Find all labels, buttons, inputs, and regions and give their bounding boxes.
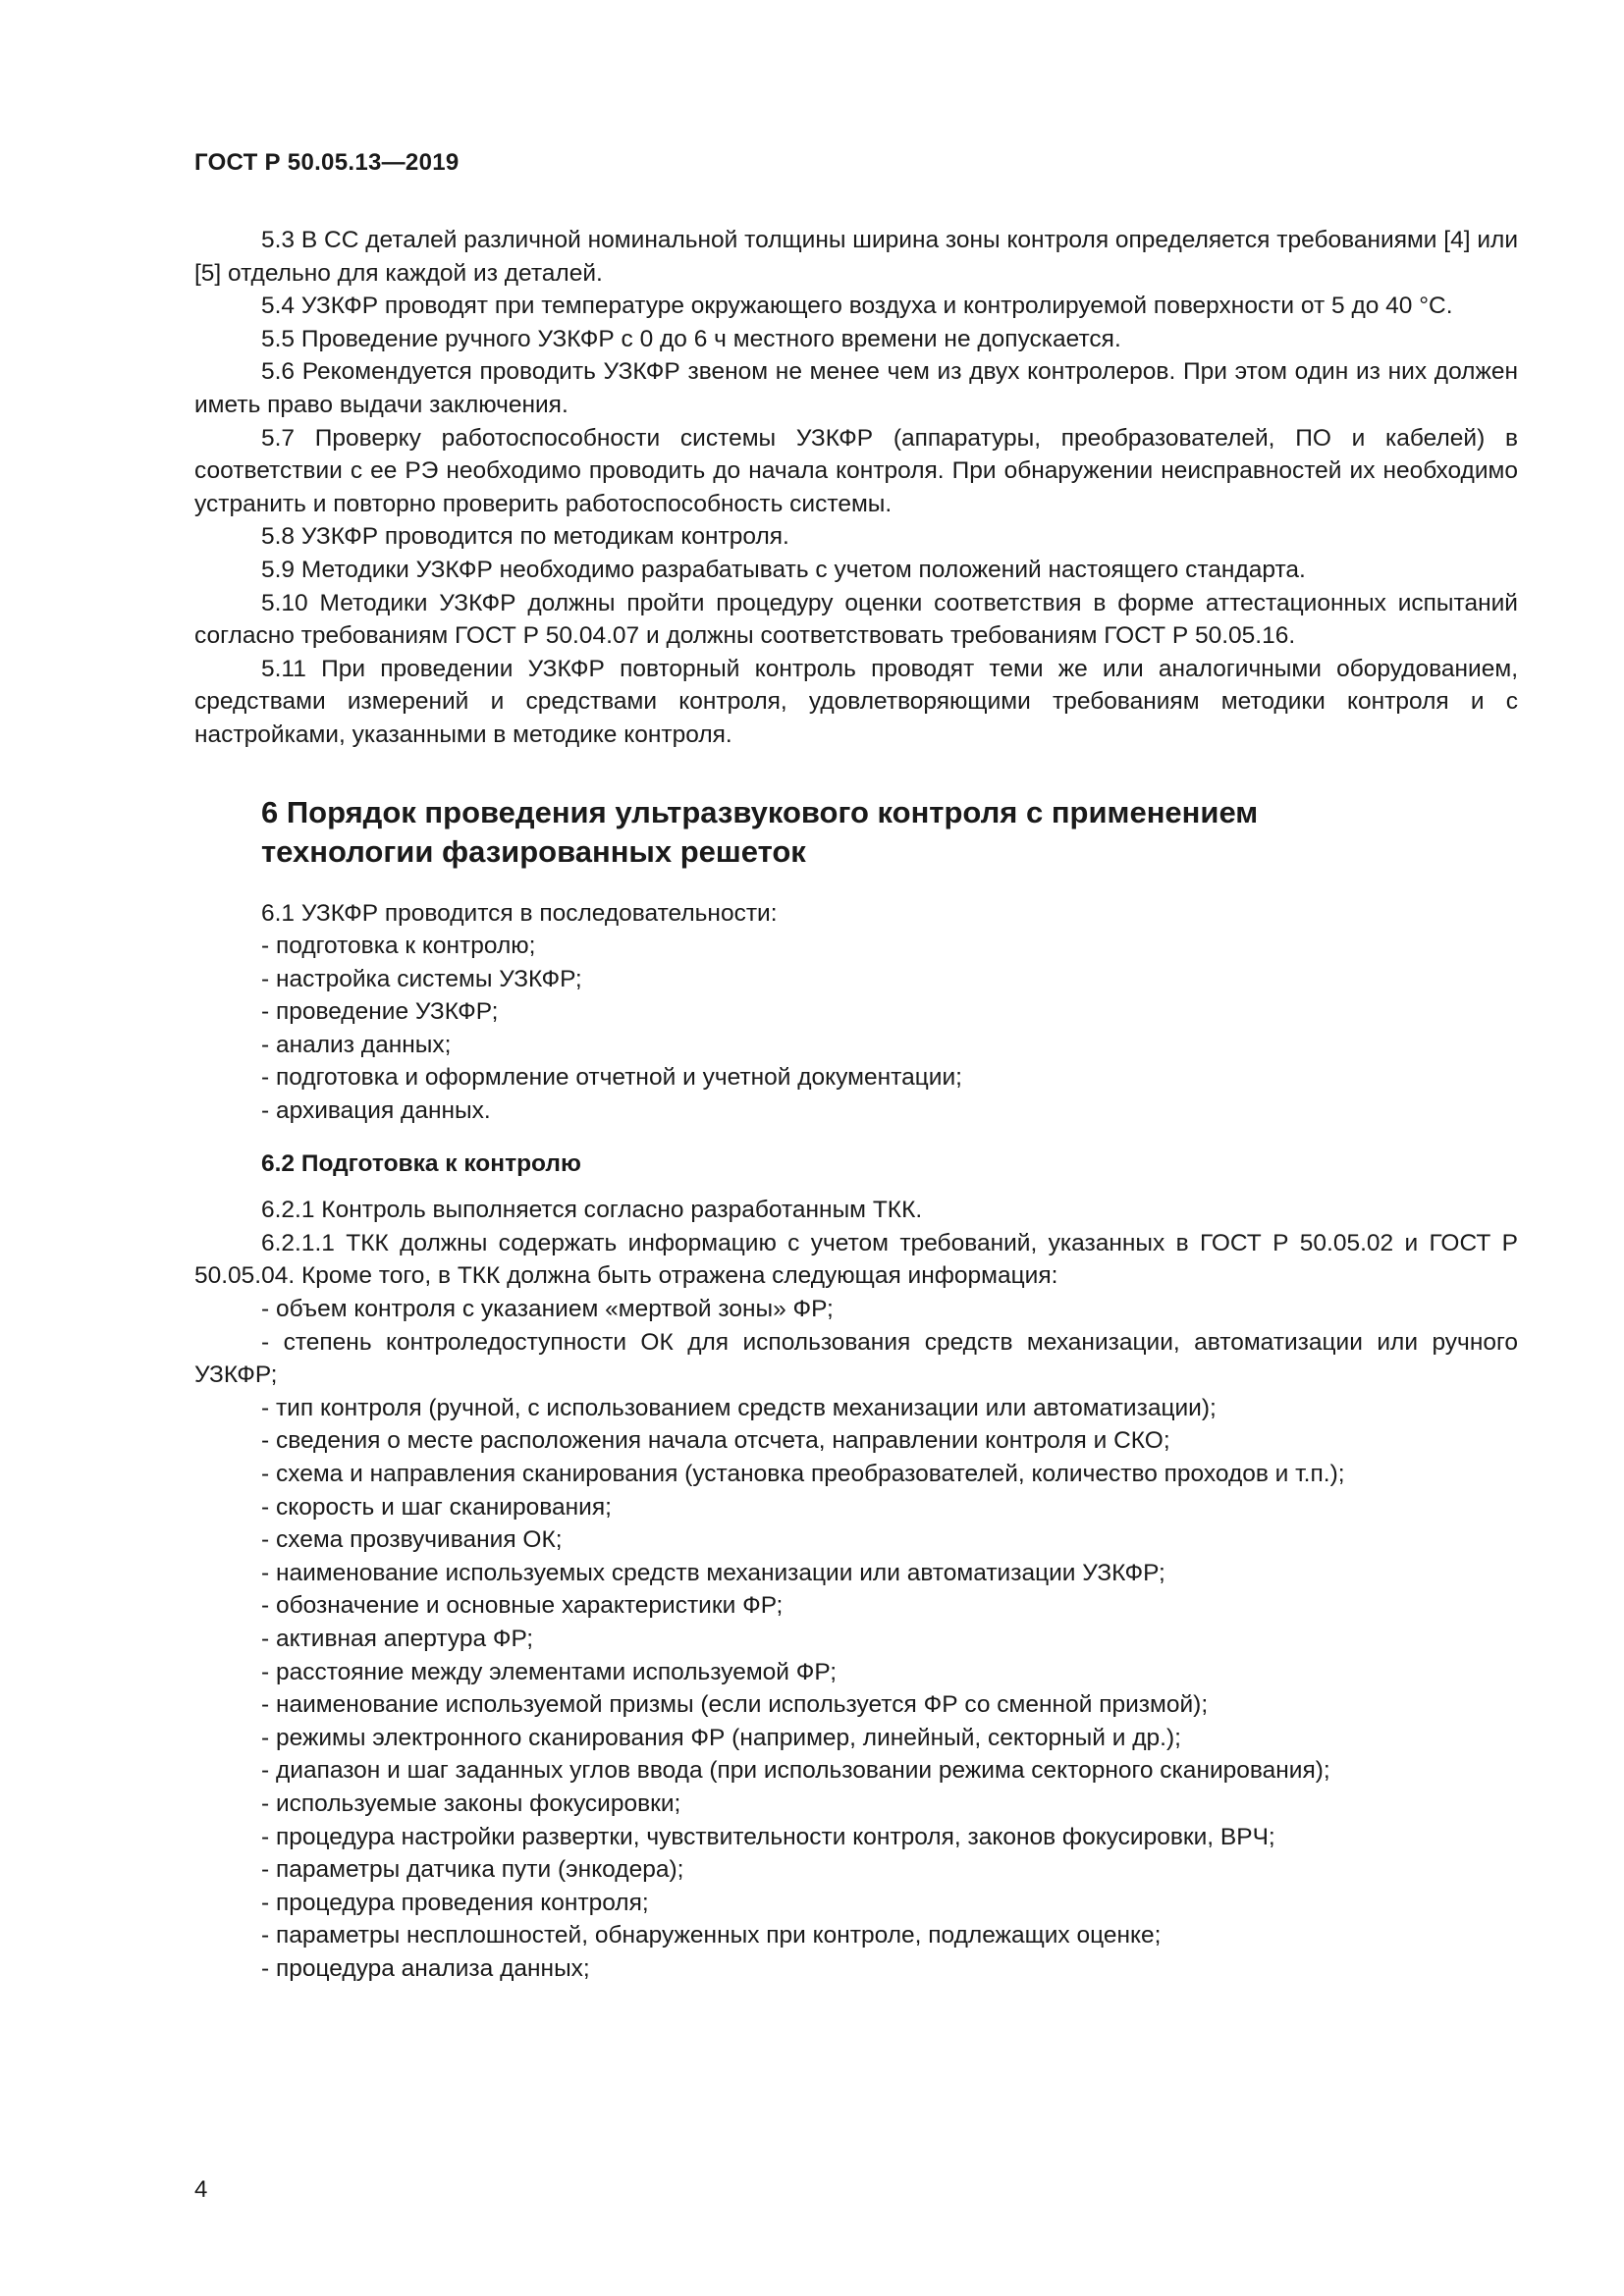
paragraph-5-10: 5.10 Методики УЗКФР должны пройти процедуру оценки соответствия в форме аттестационных испытаний согласно требованиям ГОСТ Р 50.04.07 и должны соответствовать требованиям ГОСТ Р 50.05.16.: [194, 589, 1518, 650]
list-item: - объем контроля с указанием «мертвой зоны» ФР;: [261, 1296, 834, 1323]
list-item: - наименование используемых средств механизации или автоматизации УЗКФР;: [261, 1559, 1165, 1586]
list-item: - сведения о месте расположения начала отсчета, направлении контроля и СКО;: [261, 1427, 1170, 1455]
list-item: - настройка системы УЗКФР;: [261, 965, 582, 992]
page-number: 4: [194, 2176, 208, 2203]
list-item: - параметры несплошностей, обнаруженных при контроле, подлежащих оценке;: [261, 1922, 1162, 1949]
paragraph-6-1: 6.1 УЗКФР проводится в последовательности:: [261, 899, 778, 927]
paragraph-5-8: 5.8 УЗКФР проводится по методикам контроля.: [261, 523, 789, 551]
list-item: - диапазон и шаг заданных углов ввода (при использовании режима секторного сканирования);: [261, 1757, 1330, 1785]
paragraph-5-9: 5.9 Методики УЗКФР необходимо разрабатывать с учетом положений настоящего стандарта.: [261, 556, 1306, 583]
document-header: ГОСТ Р 50.05.13—2019: [194, 149, 460, 176]
list-item: - режимы электронного сканирования ФР (например, линейный, секторный и др.);: [261, 1724, 1181, 1751]
list-item: - расстояние между элементами используемой ФР;: [261, 1658, 838, 1685]
page-content: [194, 224, 1518, 1986]
paragraph-5-6: 5.6 Рекомендуется проводить УЗКФР звеном не менее чем из двух контролеров. При этом один из них должен иметь право выдачи заключения.: [194, 358, 1518, 418]
list-item: - архивация данных.: [261, 1097, 491, 1125]
subsection-6-2-heading: 6.2 Подготовка к контролю: [261, 1149, 581, 1177]
list-item: - параметры датчика пути (энкодера);: [261, 1856, 684, 1884]
list-item: - анализ данных;: [261, 1031, 452, 1058]
list-item: - процедура проведения контроля;: [261, 1889, 649, 1916]
list-item: - степень контроледоступности ОК для использования средств механизации, автоматизации или ручного УЗКФР;: [194, 1328, 1518, 1389]
list-item: - тип контроля (ручной, с использованием средств механизации или автоматизации);: [261, 1394, 1217, 1421]
list-item: - процедура настройки развертки, чувствительности контроля, законов фокусировки, ВРЧ;: [261, 1823, 1275, 1850]
list-item: - схема прозвучивания ОК;: [261, 1526, 563, 1554]
paragraph-5-7: 5.7 Проверку работоспособности системы УЗКФР (аппаратуры, преобразователей, ПО и кабелей) в соответствии с ее РЭ необходимо проводить до начала контроля. При обнаружении неисправностей их необходимо устранить и повторно проверить работоспособность системы.: [194, 424, 1518, 517]
list-item: - подготовка к контролю;: [261, 933, 536, 960]
list-item: - активная апертура ФР;: [261, 1625, 534, 1652]
paragraph-5-3: 5.3 В СС деталей различной номинальной толщины ширина зоны контроля определяется требованиями [4] или [5] отдельно для каждой из деталей.: [194, 227, 1519, 287]
list-item: - наименование используемой призмы (если используется ФР со сменной призмой);: [261, 1691, 1209, 1719]
paragraph-6-2-1: 6.2.1 Контроль выполняется согласно разработанным ТКК.: [261, 1197, 923, 1224]
paragraph-6-2-1-1: 6.2.1.1 ТКК должны содержать информацию с учетом требований, указанных в ГОСТ Р 50.05.02 и ГОСТ Р 50.05.04. Кроме того, в ТКК должна быть отражена следующая информация:: [194, 1229, 1518, 1290]
paragraph-5-5: 5.5 Проведение ручного УЗКФР с 0 до 6 ч местного времени не допускается.: [261, 325, 1121, 352]
list-item: - скорость и шаг сканирования;: [261, 1493, 612, 1521]
list-item: - процедура анализа данных;: [261, 1954, 590, 1982]
list-item: - обозначение и основные характеристики ФР;: [261, 1592, 784, 1620]
sequence-list: [194, 930, 1518, 1128]
list-item: - подготовка и оформление отчетной и учетной документации;: [261, 1064, 962, 1092]
list-item: - используемые законы фокусировки;: [261, 1789, 681, 1817]
tkk-info-list: [194, 1293, 1518, 1985]
list-item: - схема и направления сканирования (установка преобразователей, количество проходов и т.п.);: [261, 1461, 1345, 1487]
paragraph-5-11: 5.11 При проведении УЗКФР повторный контроль проводят теми же или аналогичными оборудованием, средствами измерений и средствами контроля, удовлетворяющими требованиям методики контроля и с настройками, указанными в методике контроля.: [194, 655, 1518, 748]
list-item: - проведение УЗКФР;: [261, 998, 499, 1026]
paragraph-5-4: 5.4 УЗКФР проводят при температуре окружающего воздуха и контролируемой поверхности от 5 до 40 °С.: [261, 293, 1453, 320]
section-6-heading: 6 Порядок проведения ультразвукового контроля с применением технологии фазированных решеток: [261, 794, 1259, 869]
